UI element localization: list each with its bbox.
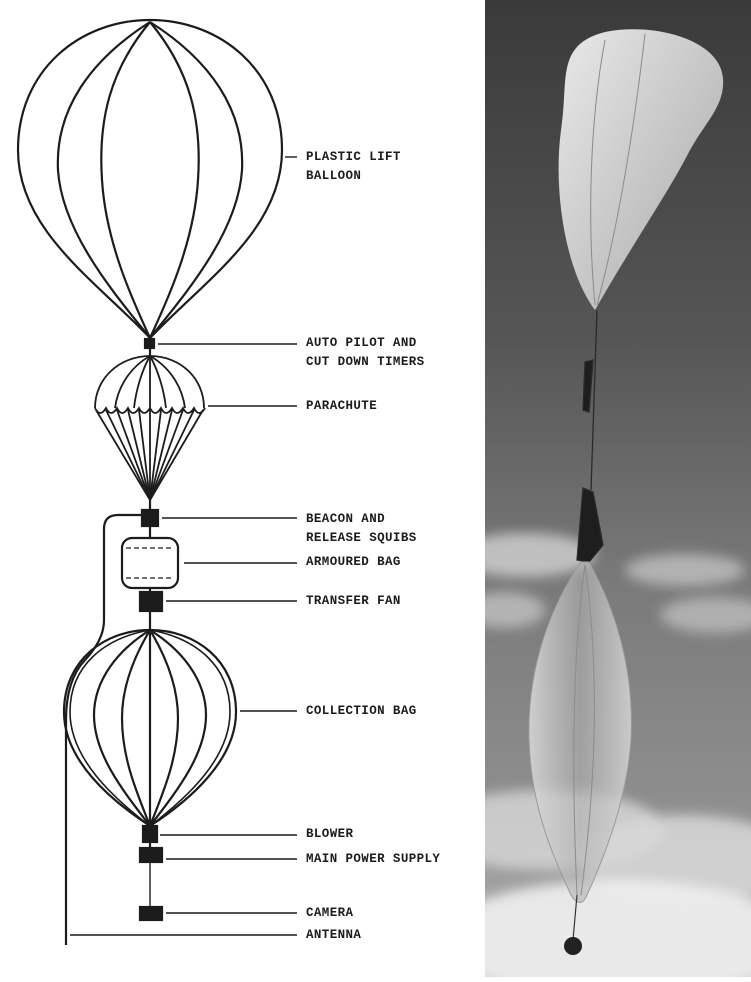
label-line: PLASTIC LIFT (306, 150, 401, 164)
label-plastic-lift-balloon (306, 148, 401, 186)
camera-box (140, 907, 162, 920)
photo-drawing (485, 0, 751, 977)
label-line: MAIN POWER SUPPLY (306, 852, 441, 866)
label-line: PARACHUTE (306, 399, 378, 413)
beacon-box (142, 510, 158, 526)
lift-balloon (18, 20, 282, 338)
label-armoured-bag (306, 553, 401, 572)
parachute (95, 356, 205, 500)
label-main-power-supply (306, 850, 440, 869)
armoured-bag (122, 538, 178, 588)
label-camera (306, 904, 353, 923)
label-line: BLOWER (306, 827, 354, 841)
photo-instrument-package (564, 937, 582, 955)
label-line: RELEASE SQUIBS (306, 531, 417, 545)
label-line: ANTENNA (306, 928, 362, 942)
label-line: TRANSFER FAN (306, 594, 401, 608)
label-line: COLLECTION BAG (306, 704, 417, 718)
label-collection-bag (306, 702, 417, 721)
label-line: BEACON AND (306, 512, 386, 526)
antenna-wire (66, 515, 142, 945)
label-beacon-squibs (306, 510, 417, 548)
collection-bag (64, 630, 236, 826)
balloon-photograph (485, 0, 751, 977)
label-line: CUT DOWN TIMERS (306, 355, 425, 369)
label-line: ARMOURED BAG (306, 555, 401, 569)
autopilot-box (145, 339, 154, 348)
power-supply-box (140, 848, 162, 862)
label-blower (306, 825, 353, 844)
label-transfer-fan (306, 592, 401, 611)
label-line: BALLOON (306, 169, 362, 183)
transfer-fan-box (140, 592, 162, 611)
label-parachute (306, 397, 377, 416)
label-autopilot-timers (306, 334, 425, 372)
label-antenna (306, 926, 361, 945)
label-line: CAMERA (306, 906, 354, 920)
label-line: AUTO PILOT AND (306, 336, 417, 350)
blower-box (143, 826, 157, 842)
